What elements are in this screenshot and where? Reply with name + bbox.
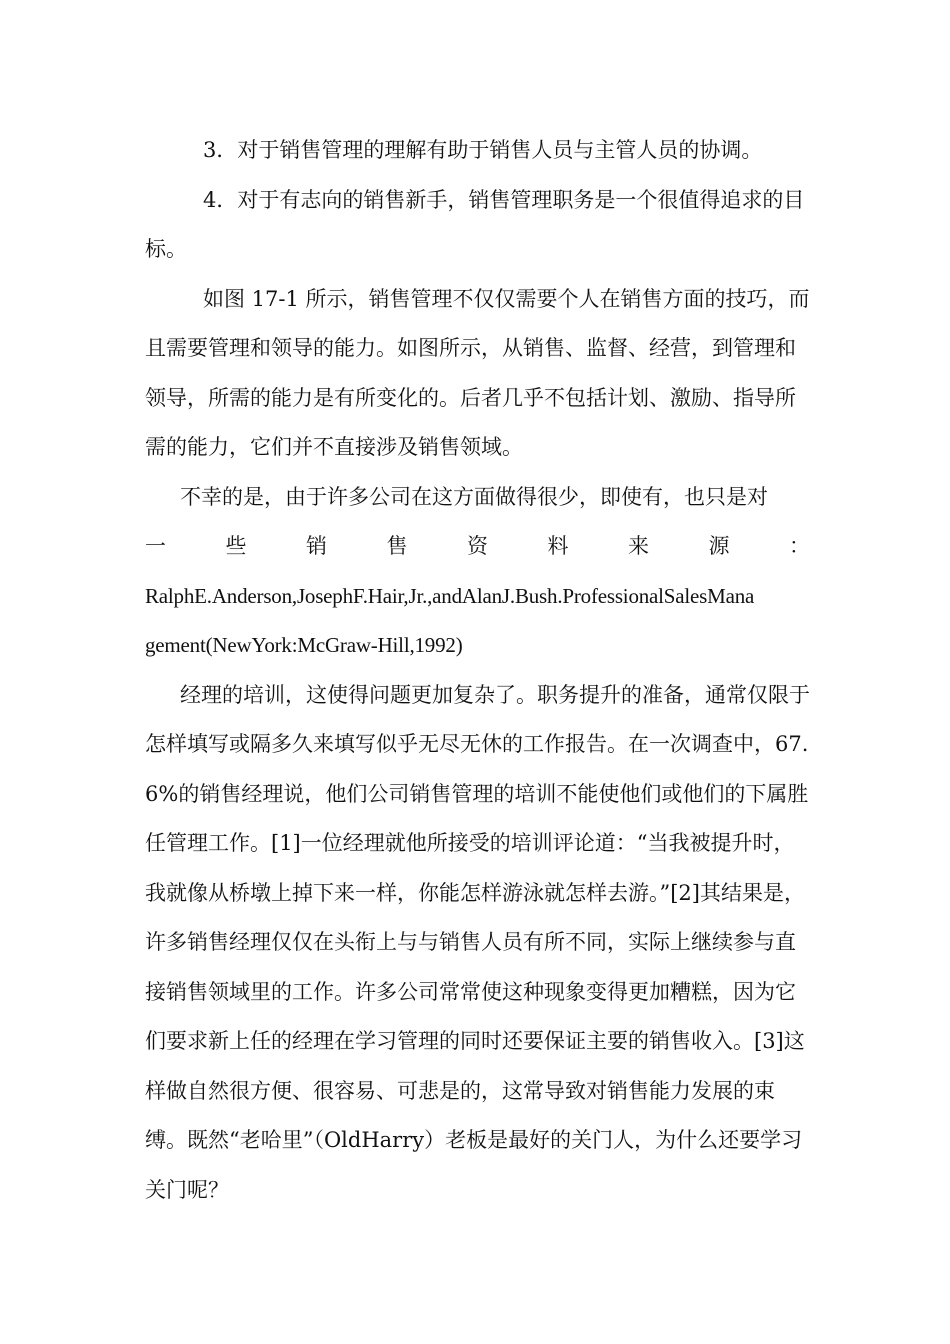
source-char: 资 xyxy=(467,534,488,558)
paragraph-6: 经理的培训，这使得问题更加复杂了。职务提升的准备，通常仅限于怎样填写或隔多久来填写似乎无尽无休的工作报告。在一次调查中，67.6%的销售经理说，他们公司销售管理的培训不能使他们或他们的下属胜任管理工作。[1]一位经理就他所接受的培训评论道：“当我被提升时，我就像从桥墩上掉下来一样，你能怎样游泳就怎样去游。”[2]其结果是，许多销售经理仅仅在头衔上与与销售人员有所不同，实际上继续参与直接销售领域里的工作。许多公司常常使这种现象变得更加糟糕，因为它们要求新上任的经理在学习管理的同时还要保证主要的销售收入。[3]这样做自然很方便、很容易、可悲是的，这常导致对销售能力发展的束缚。既然“老哈里”（OldHarry）老板是最好的关门人，为什么还要学习关门呢？ xyxy=(145,682,810,1202)
reference-line-2: gement(NewYork:McGraw-Hill,1992) xyxy=(145,633,463,657)
reference-line-1: RalphE.Anderson,JosephF.Hair,Jr.,andAlanJ.Bush.ProfessionalSalesMana xyxy=(145,583,755,608)
paragraph-1: 3．对于销售管理的理解有助于销售人员与主管人员的协调。 xyxy=(203,138,763,162)
source-char: 源 xyxy=(708,534,730,558)
source-char: 料 xyxy=(547,534,569,558)
paragraph-3: 如图 17-1 所示，销售管理不仅仅需要个人在销售方面的技巧，而且需要管理和领导的能力。如图所示，从销售、监督、经营，到管理和领导，所需的能力是有所变化的。后者几乎不包括计划、激励、指导所需的能力，它们并不直接涉及销售领域。 xyxy=(145,286,810,459)
source-char: 售 xyxy=(386,534,408,558)
source-char: 来 xyxy=(628,534,649,558)
source-char: 销 xyxy=(306,534,327,558)
source-char: 些 xyxy=(225,534,247,558)
source-heading-line xyxy=(145,522,810,572)
paragraph-2: 4．对于有志向的销售新手，销售管理职务是一个很值得追求的目标。 xyxy=(145,187,805,261)
source-char: 一 xyxy=(145,534,166,558)
document-body xyxy=(145,126,810,1215)
paragraph-4: 不幸的是，由于许多公司在这方面做得很少，即使有，也只是对 xyxy=(180,484,768,509)
source-char: ： xyxy=(789,534,810,558)
